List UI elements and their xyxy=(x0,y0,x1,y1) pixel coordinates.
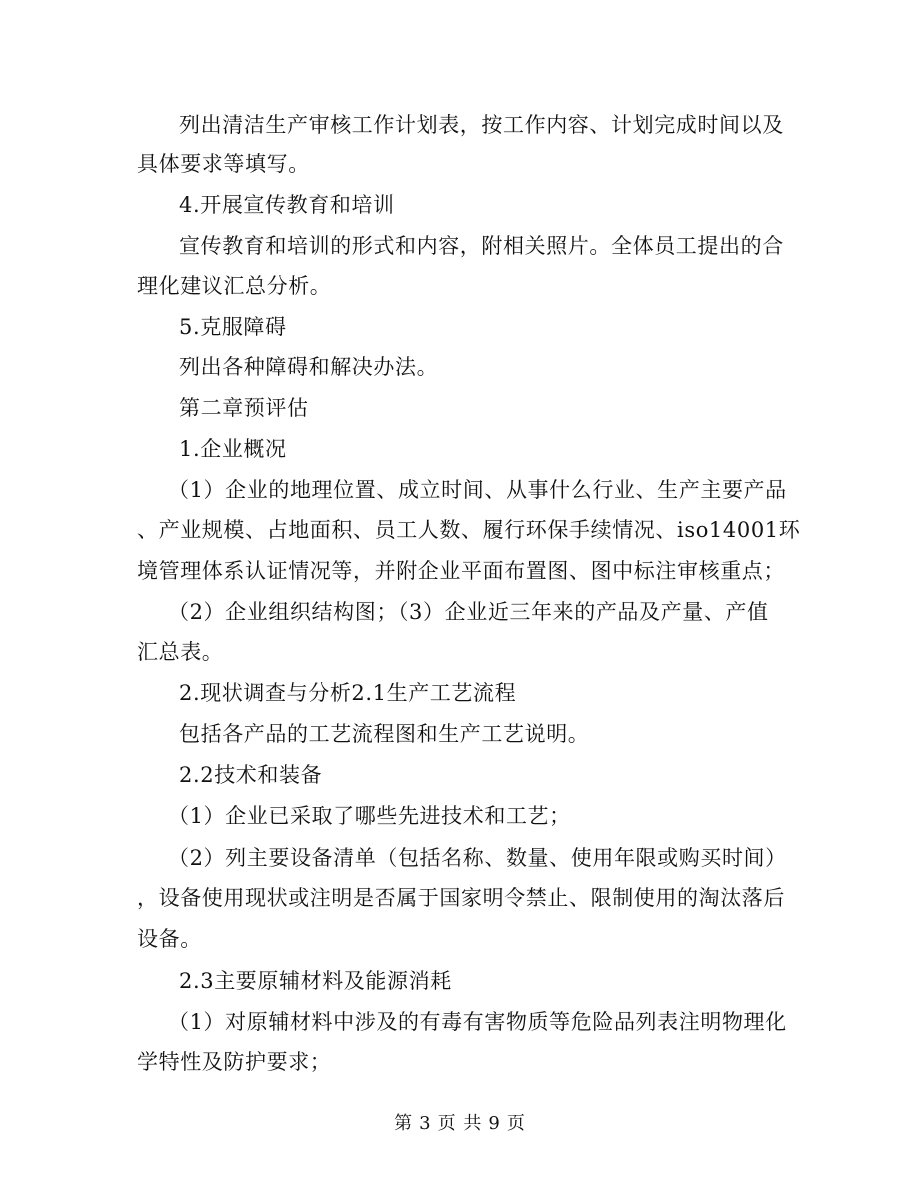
paragraph-line: 包括各产品的工艺流程图和生产工艺说明。 xyxy=(179,722,590,746)
paragraph-line: （2）列主要设备清单（包括名称、数量、使用年限或购买时间） xyxy=(168,846,787,870)
paragraph-line: 宣传教育和培训的形式和内容，附相关照片。全体员工提出的合 xyxy=(179,234,784,258)
section-heading: 1.企业概况 xyxy=(179,437,287,461)
footer-middle: 页 共 xyxy=(437,1113,483,1134)
section-heading: 2.2技术和装备 xyxy=(179,763,323,787)
paragraph-line: 列出各种障碍和解决办法。 xyxy=(179,355,439,379)
paragraph-line: 具体要求等填写。 xyxy=(137,152,310,176)
section-heading: 4.开展宣传教育和培训 xyxy=(179,193,395,217)
paragraph-line: 设备。 xyxy=(137,927,202,951)
paragraph-line: ，设备使用现状或注明是否属于国家明令禁止、限制使用的淘汰落后 xyxy=(137,886,785,910)
paragraph-line: 境管理体系认证情况等，并附企业平面布置图、图中标注审核重点； xyxy=(137,559,785,583)
section-heading: 5.克服障碍 xyxy=(179,315,287,339)
footer-suffix: 页 xyxy=(506,1113,526,1134)
paragraph-line: （2）企业组织结构图；（3）企业近三年来的产品及产量、产值 xyxy=(168,600,769,624)
paragraph-line: 学特性及防护要求； xyxy=(137,1050,332,1074)
paragraph-line: （1）企业的地理位置、成立时间、从事什么行业、生产主要产品 xyxy=(168,478,787,502)
paragraph-line: （1）企业已采取了哪些先进技术和工艺； xyxy=(168,804,571,828)
footer-total-pages: 9 xyxy=(488,1113,501,1134)
paragraph-line: （1）对原辅材料中涉及的有毒有害物质等危险品列表注明物理化 xyxy=(168,1010,787,1034)
page-footer xyxy=(0,1111,920,1137)
paragraph-line: 、产业规模、占地面积、员工人数、履行环保手续情况、iso14001环 xyxy=(137,518,801,542)
chapter-heading: 第二章预评估 xyxy=(179,396,309,420)
footer-prefix: 第 xyxy=(394,1113,414,1134)
footer-current-page: 3 xyxy=(419,1113,432,1134)
section-heading: 2.3主要原辅材料及能源消耗 xyxy=(179,969,452,993)
section-heading: 2.现状调查与分析2.1生产工艺流程 xyxy=(179,681,517,705)
paragraph-line: 列出清洁生产审核工作计划表，按工作内容、计划完成时间以及 xyxy=(179,113,784,137)
paragraph-line: 理化建议汇总分析。 xyxy=(137,274,332,298)
paragraph-line: 汇总表。 xyxy=(137,640,224,664)
